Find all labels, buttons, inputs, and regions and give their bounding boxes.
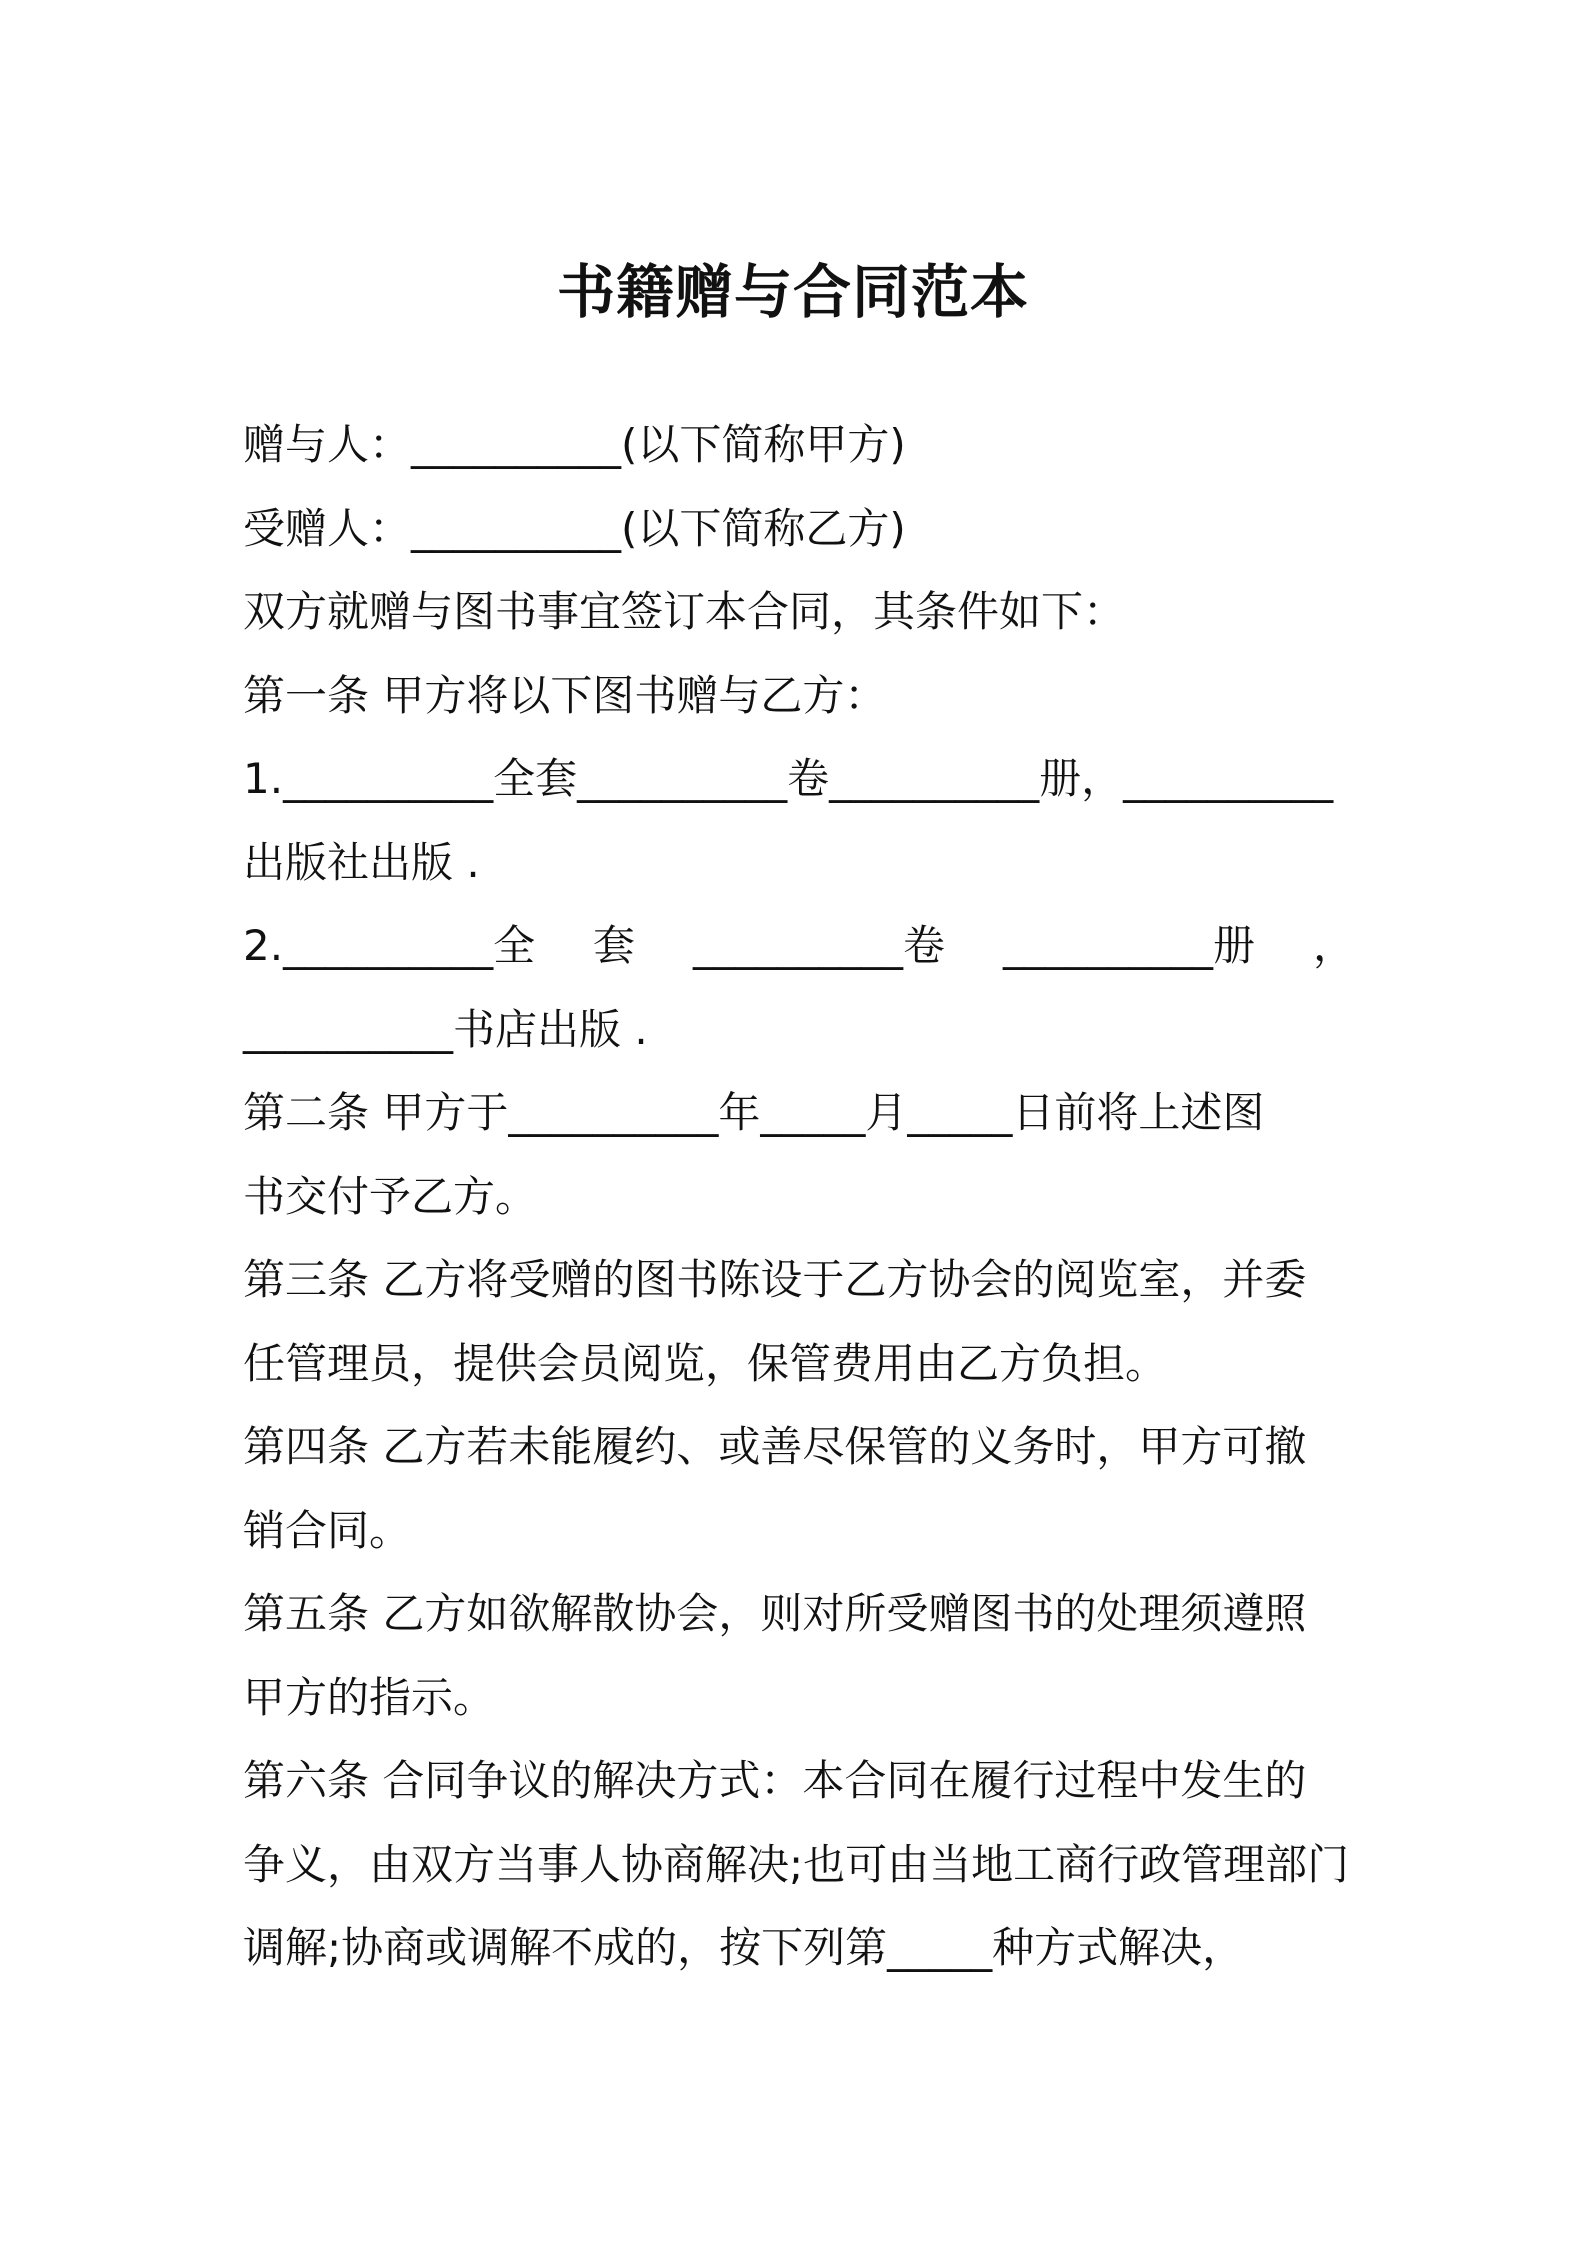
book-item-2-part-5: ，: [1312, 921, 1355, 970]
document-title: 书籍赠与合同范本: [556, 258, 1029, 326]
article-4-line-2: 销合同。: [243, 1505, 412, 1555]
recipient-line: 受赠人：__________(以下简称乙方): [243, 503, 906, 553]
book-item-2-part-4: __________册: [1002, 921, 1255, 970]
intro-line: 双方就赠与图书事宜签订本合同，其条件如下：: [243, 587, 1126, 636]
book-item-1-publisher: 出版社出版 .: [243, 837, 480, 887]
book-item-2-part-1: 2.__________全: [243, 921, 536, 970]
book-item-2-part-3: __________卷: [693, 921, 946, 970]
article-3-line-1: 第三条 乙方将受赠的图书陈设于乙方协会的阅览室，并委: [243, 1255, 1307, 1304]
book-item-2-line: [243, 904, 1355, 988]
book-item-1-line: [243, 737, 1355, 821]
article-6-line-2: 争义，由双方当事人协商解决;也可由当地工商行政管理部门: [243, 1839, 1350, 1889]
book-item-1-text: 1.__________全套__________卷__________册，__________: [243, 754, 1334, 803]
book-item-2-publisher: __________书店出版 .: [243, 1004, 648, 1054]
article-6-line-3: 调解;协商或调解不成的，按下列第_____种方式解决，: [243, 1923, 1245, 1972]
article-6-line-1: 第六条 合同争议的解决方式：本合同在履行过程中发生的: [243, 1756, 1307, 1805]
article-3-line-2: 任管理员，提供会员阅览，保管费用由乙方负担。: [243, 1338, 1168, 1388]
donor-line: 赠与人：__________(以下简称甲方): [243, 420, 906, 469]
document-body: [243, 403, 1355, 1990]
book-item-2-part-2: 套: [593, 921, 636, 970]
article-4-line-1: 第四条 乙方若未能履约、或善尽保管的义务时，甲方可撤: [243, 1422, 1307, 1471]
article-2-line-2: 书交付予乙方。: [243, 1171, 538, 1221]
article-5-line-2: 甲方的指示。: [243, 1672, 496, 1722]
article-5-line-1: 第五条 乙方如欲解散协会，则对所受赠图书的处理须遵照: [243, 1589, 1307, 1638]
article-1-heading: 第一条 甲方将以下图书赠与乙方：: [243, 670, 887, 720]
article-2-line-1: 第二条 甲方于__________年_____月_____日前将上述图: [243, 1088, 1265, 1137]
